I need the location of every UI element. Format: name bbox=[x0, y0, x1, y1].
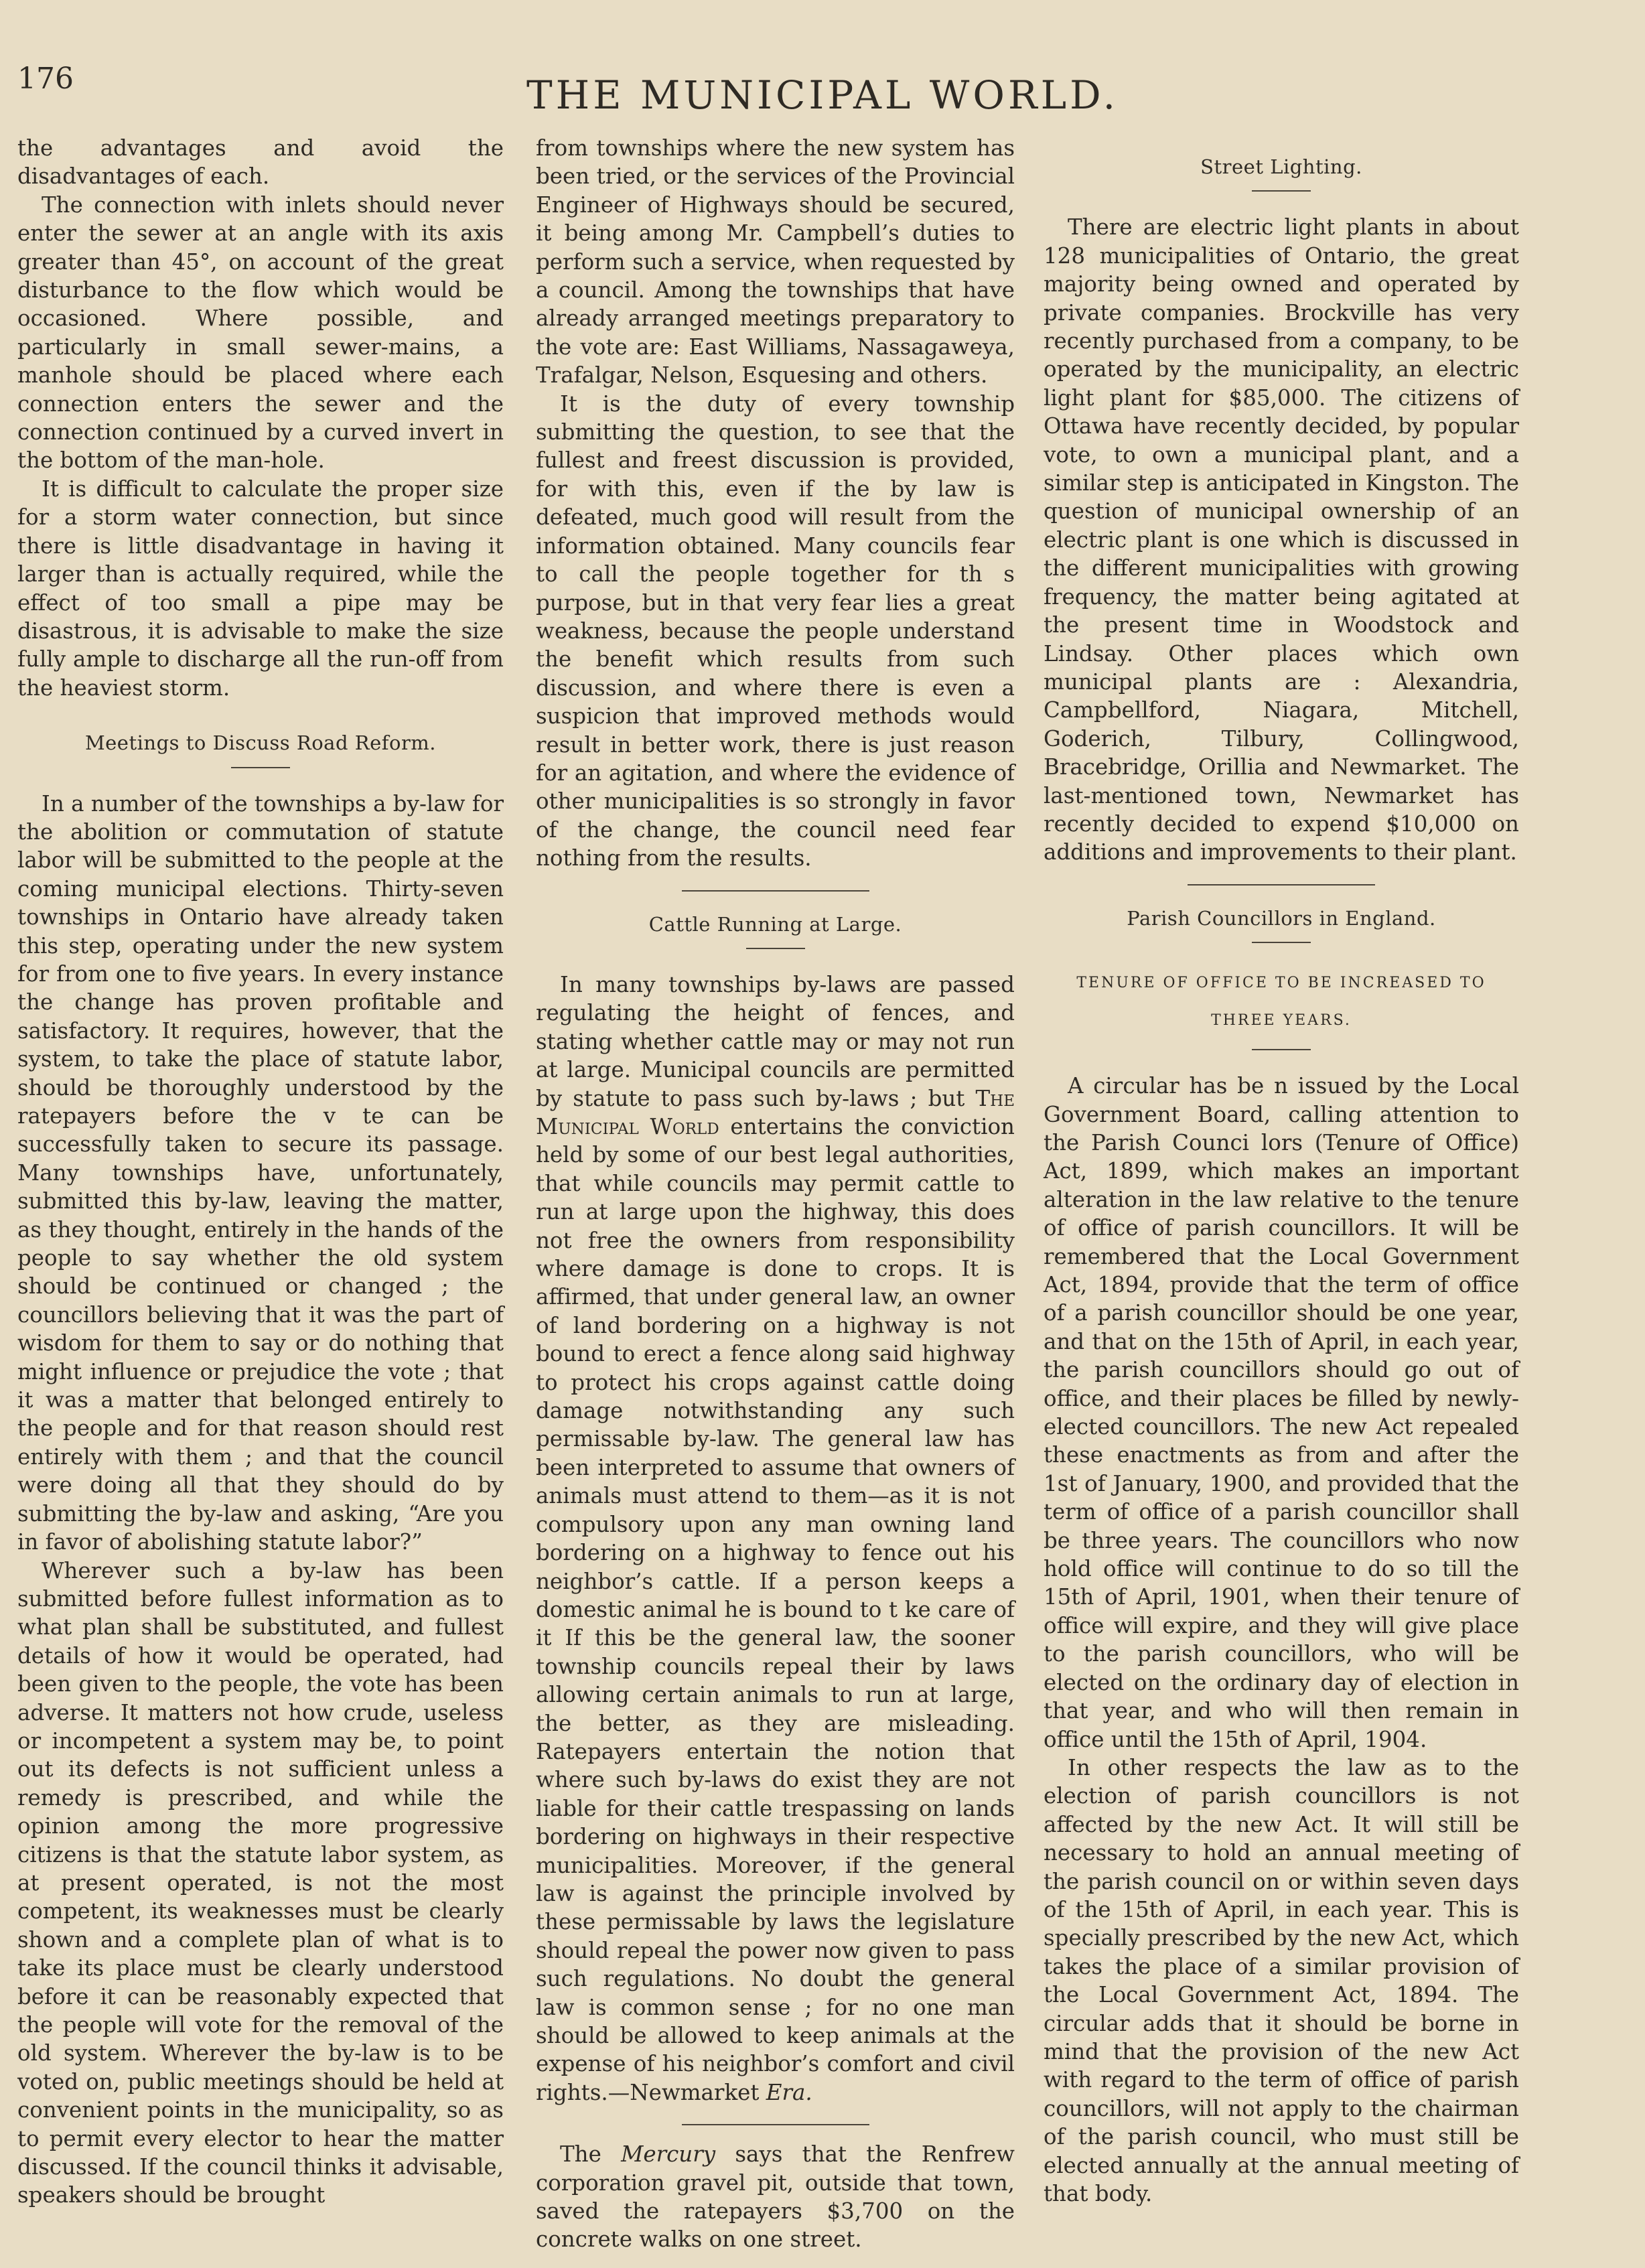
text-run: The bbox=[560, 2141, 622, 2168]
paragraph: It is difficult to calculate the proper size for a storm water connection, but since there is little disadvantage in having it larger than is actually required, while the effect of too small a pipe may be disastrous, it is advisable to make the size fully ample to discharge all the run-off from the heaviest storm. bbox=[17, 476, 504, 701]
paragraph: A circular has be n issued by the Local Government Board, calling attention to the Parish Counci lors (Tenure of Office) Act, 1899, which makes an important alteration in the law relative to the tenure of office of parish councillors. It will be remembered that the Local Government Act, 1894, provide that the term of office of a parish councillor should be one year, and that on the 15th of April, in each year, the parish councillors should go out of office, and their places be filled by newly-elected councillors. The new Act repealed these enactments as from and after the 1st of January, 1900, and provided that the term of office of a parish councillor shall be three years. The councillors who now hold office will continue to do so till the 15th of April, 1901, when their tenure of office will expire, and they will give place to the parish councillors, who will be elected on the ordinary day of election in that year, and who will then remain in office until the 15th of April, 1904. bbox=[1044, 1073, 1519, 1752]
subheading bbox=[1044, 965, 1519, 1040]
paragraph: It is the duty of every township submitting the question, to see that the fullest and freest discussion is provided, for with this, even if the by law is defeated, much good will result from the information obtained. Many councils fear to call the people together for th s purpose, but in that very fear lies a great weakness, because the people understand the benefit which results from such discussion, and where there is even a suspicion that improved methods would result in better work, there is just reason for an agitation, and where the evidence of other municipalities is so strongly in favor of the change, the council need fear nothing from the results. bbox=[536, 391, 1015, 871]
subheading-line: TENURE OF OFFICE TO BE INCREASED TO bbox=[1076, 975, 1486, 992]
paragraph: The connection with inlets should never enter the sewer at an angle with its axis greater than 45°, on account of the great disturbance to the flow which would be occasioned. Where possible, and particularly in small sewer-mains, a manhole should be placed where each connection enters the sewer and the connection continued by a curved invert in the bottom of the man-hole. bbox=[17, 192, 504, 474]
column-3 bbox=[1044, 134, 1519, 2208]
page-number: 176 bbox=[17, 62, 74, 96]
paragraph: In other respects the law as to the election of parish councillors is not affected by the new Act. It will still be necessary to hold an annual meeting of the parish council on or within seven days of the 15th of April, in each year. This is specially prescribed by the new Act, which takes the place of a similar provision of the Local Government Act, 1894. The circular adds that it should be borne in mind that the provision of the new Act with regard to the term of office of parish councillors, will not apply to the chairman of the parish council, who must still be elected annually at the annual meeting of that body. bbox=[1044, 1754, 1519, 2206]
column-1 bbox=[17, 134, 504, 2210]
heading-rule bbox=[1252, 190, 1311, 192]
heading-rule bbox=[231, 767, 290, 768]
paragraph: Wherever such a by-law has been submitted before fullest information as to what plan shall be substituted, and fullest details of how it would be operated, had been given to the people, the vote has been adverse. It matters not how crude, useless or incompetent a system may be, to point out its defects is not sufficient unless a remedy is prescribed, and while the opinion among the more progressive citizens is that the statute labor system, as at present operated, is not the most competent, its weaknesses must be clearly shown and a complete plan of what is to take its place must be clearly understood before it can be reasonably expected that the people will vote for the removal of the old system. Wherever the by-law is to be voted on, public meetings should be held at convenient points in the municipality, so as to permit every elector to hear the matter discussed. If the council thinks it advisable, speakers should be brought bbox=[17, 1557, 504, 2208]
paragraph: In a number of the townships a by-law for the abolition or commutation of statute labor will be submitted to the people at the coming municipal elections. Thirty-seven townships in Ontario have already taken this step, operating under the new system for from one to five years. In every instance the change has proven profitable and satisfactory. It requires, however, that the system, to take the place of statute labor, should be thoroughly understood by the ratepayers before the v te can be successfully taken to secure its passage. Many townships have, unfortunately, submitted this by-law, leaving the matter, as they thought, entirely in the hands of the people to say whether the old system should be continued or changed ; the councillors believing that it was the part of wisdom for them to say or do nothing that might influence or prejudice the vote ; that it was a matter that belonged entirely to the people and for that reason should rest entirely with them ; and that the council were doing all that they should do by submitting the by-law and asking, “Are you in favor of abolishing statute labor?” bbox=[17, 790, 504, 1555]
paragraph: the advantages and avoid the disadvantages of each. bbox=[17, 135, 504, 190]
publication-name: The Municipal World bbox=[536, 1085, 1015, 1139]
section-heading-cattle: Cattle Running at Large. bbox=[648, 912, 902, 936]
paragraph: from townships where the new system has been tried, or the services of the Provincial Engineer of Highways should be secured, it being among Mr. Campbell’s duties to perform such a service, when requested by a council. Among the townships that have already arranged meetings preparatory to the vote are: East Williams, Nassagaweya, Trafalgar, Nelson, Esquesing and others. bbox=[536, 135, 1015, 388]
subheading-line: THREE YEARS. bbox=[1211, 1012, 1352, 1030]
paragraph bbox=[536, 971, 1015, 2107]
heading-rule bbox=[1252, 942, 1311, 943]
paragraph bbox=[536, 2140, 1015, 2254]
section-separator bbox=[682, 2124, 869, 2125]
heading-rule bbox=[1252, 1049, 1311, 1050]
section-heading-street-lighting: Street Lighting. bbox=[1200, 155, 1362, 178]
text-run: In many townships by-laws are passed regulating the height of fences, and stating whether cattle may or may not run at large. Municipal councils are permitted by statute to pass such by-laws ; but bbox=[536, 971, 1015, 1111]
heading-rule bbox=[746, 948, 805, 949]
text-run: says that the Renfrew corporation gravel pit, outside that town, saved the ratepayers $3,700 on the concrete walks on one street. bbox=[536, 2141, 1015, 2253]
paragraph: There are electric light plants in about 128 municipalities of Ontario, the great majority being owned and operated by private companies. Brockville has very recently purchased from a company, to be operated by the municipality, an electric light plant for $85,000. The citizens of Ottawa have recently decided, by popular vote, to own a municipal plant, and a similar step is anticipated in Kingston. The question of municipal ownership of an electric plant is one which is discussed in the different municipalities with growing frequency, the matter being agitated at the present time in Woodstock and Lindsay. Other places which own municipal plants are : Alexandria, Campbellford, Niagara, Mitchell, Goderich, Tilbury, Collingwood, Bracebridge, Orillia and Newmarket. The last-mentioned town, Newmarket has recently decided to expend $10,000 on additions and improvements to their plant. bbox=[1044, 214, 1519, 865]
publication-name: Era. bbox=[766, 2079, 812, 2105]
masthead-title: THE MUNICIPAL WORLD. bbox=[526, 72, 1119, 118]
section-separator bbox=[682, 890, 869, 892]
section-heading-road-reform: Meetings to Discuss Road Reform. bbox=[84, 731, 437, 755]
section-heading-parish-councillors: Parish Councillors in England. bbox=[1127, 906, 1436, 930]
publication-name: Mercury bbox=[621, 2141, 716, 2168]
text-run: entertains the conviction held by some of our best legal authorities, that while councils may permit cattle to run at large upon the highway, this does not free the owners from responsibility where damage is done to crops. It is affirmed, that under general law, an owner of land bordering on a highway is not bound to erect a fence along said highway to protect his crops against cattle doing damage notwithstanding any such permissable by-law. The general law has been interpreted to assume that owners of animals must attend to them—as it is not compulsory upon any man owning land bordering on a highway to fence out his neighbor’s cattle. If a person keeps a domestic animal he is bound to t ke care of it If this be the general law, the sooner township councils repeal their by laws allowing certain animals to run at large, the better, as they are misleading. Ratepayers entertain the notion that where such by-laws do exist they are not liable for their cattle trespassing on lands bordering on highways in their respective municipalities. Moreover, if the general law is against the principle involved by these permissable by laws the legislature should repeal the power now given to pass such regulations. No doubt the general law is common sense ; for no one man should be allowed to keep animals at the expense of his neighbor’s comfort and civil rights.—Newmarket bbox=[536, 1114, 1015, 2105]
column-2 bbox=[536, 134, 1015, 2254]
section-separator bbox=[1188, 884, 1375, 885]
